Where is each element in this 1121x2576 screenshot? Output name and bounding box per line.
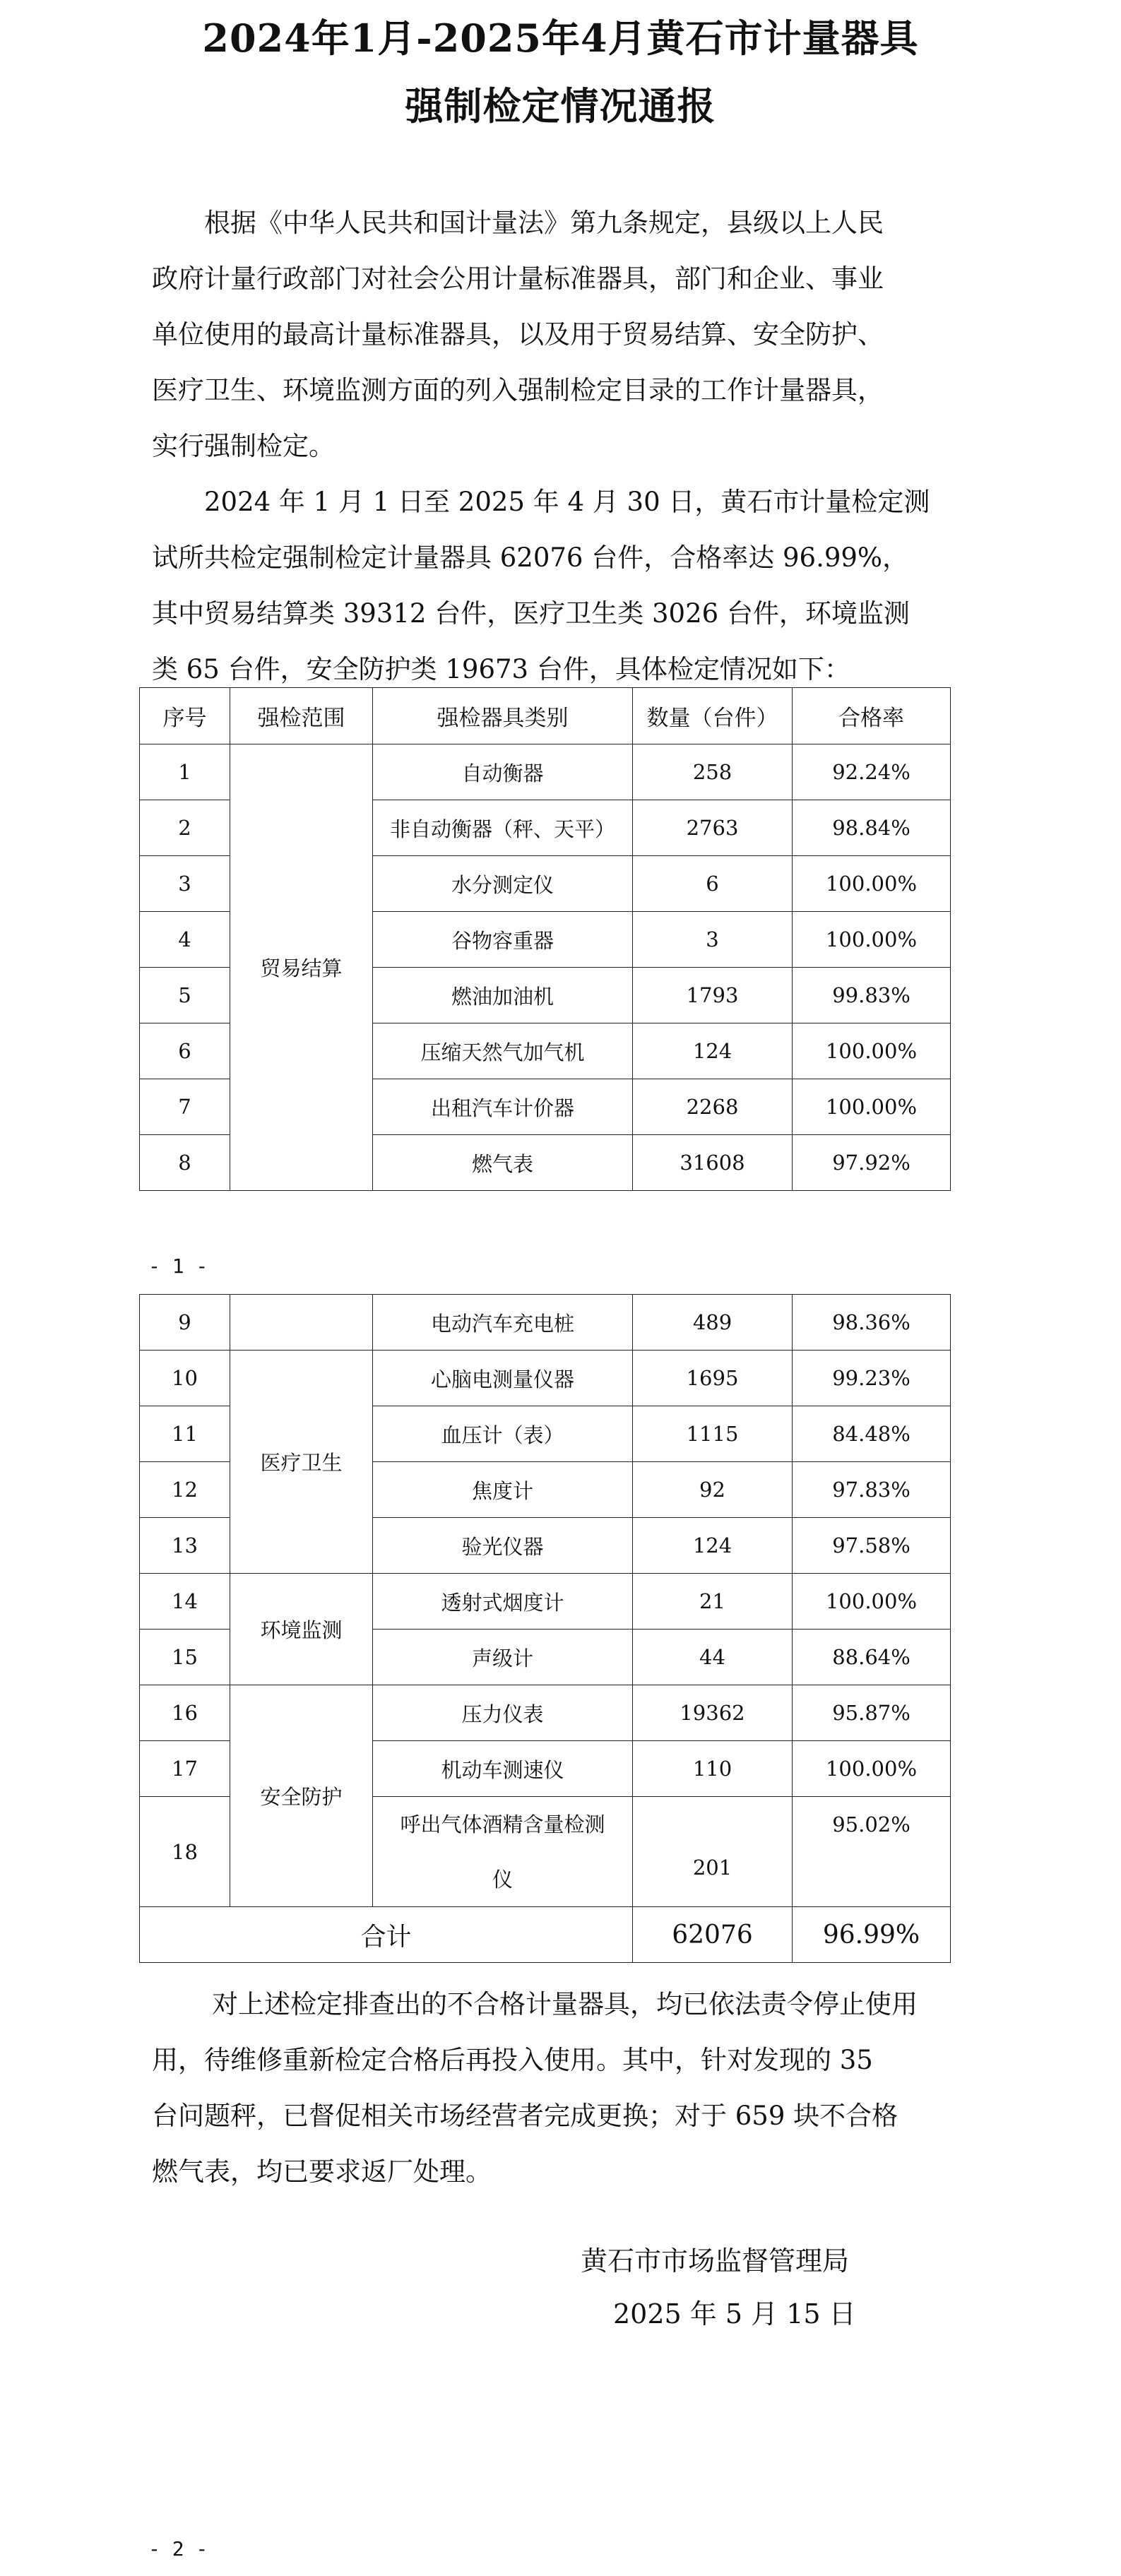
cell-qty: 31608 <box>633 1135 793 1191</box>
cell-rate: 98.36% <box>793 1295 951 1351</box>
cell-qty: 1115 <box>633 1406 793 1462</box>
cell-rate: 97.92% <box>793 1135 951 1191</box>
text-line: 对上述检定排查出的不合格计量器具，均已依法责令停止使用 <box>212 1989 918 2019</box>
cell-item: 水分测定仪 <box>373 856 633 912</box>
cell-item: 压缩天然气加气机 <box>373 1023 633 1079</box>
cell-no: 5 <box>140 968 230 1023</box>
total-qty: 62076 <box>633 1907 793 1963</box>
cell-item: 非自动衡器（秤、天平） <box>373 800 633 856</box>
cell-no: 15 <box>140 1630 230 1685</box>
cell-qty: 124 <box>633 1023 793 1079</box>
page-number-2: - 2 - <box>148 2537 208 2560</box>
text-line: 政府计量行政部门对社会公用计量标准器具，部门和企业、事业 <box>152 263 884 294</box>
table-row <box>140 1295 951 1351</box>
signature-org: 黄石市市场监督管理局 <box>581 2245 850 2277</box>
intro-paragraph-2 <box>152 474 985 697</box>
scope-cell-trade-continued <box>230 1295 373 1351</box>
cell-qty: 21 <box>633 1574 793 1630</box>
text-line: 2024 年 1 月 1 日至 2025 年 4 月 30 日，黄石市计量检定测 <box>204 487 930 517</box>
page-number-1: - 1 - <box>148 1254 208 1278</box>
cell-rate: 100.00% <box>793 1574 951 1630</box>
cell-qty: 2268 <box>633 1079 793 1135</box>
cell-qty: 3 <box>633 912 793 968</box>
cell-item-line: 仪 <box>492 1867 513 1892</box>
signature-date: 2025 年 5 月 15 日 <box>613 2298 856 2329</box>
cell-rate: 97.58% <box>793 1518 951 1574</box>
scope-cell-medical: 医疗卫生 <box>230 1351 373 1574</box>
cell-item: 压力仪表 <box>373 1685 633 1741</box>
document-title-line1: 2024年1月-2025年4月黄石市计量器具 <box>202 16 919 61</box>
table-header-row <box>140 688 951 744</box>
cell-no: 11 <box>140 1406 230 1462</box>
cell-qty: 92 <box>633 1462 793 1518</box>
cell-no: 9 <box>140 1295 230 1351</box>
cell-qty: 19362 <box>633 1685 793 1741</box>
cell-rate: 100.00% <box>793 1023 951 1079</box>
cell-no: 8 <box>140 1135 230 1191</box>
cell-rate: 98.84% <box>793 800 951 856</box>
cell-rate: 99.83% <box>793 968 951 1023</box>
cell-rate: 100.00% <box>793 912 951 968</box>
inspection-table-part1 <box>139 687 951 1191</box>
cell-rate: 100.00% <box>793 1079 951 1135</box>
cell-no: 1 <box>140 744 230 800</box>
cell-item-line: 呼出气体酒精含量检测 <box>400 1812 605 1836</box>
table-row <box>140 744 951 800</box>
header-quantity: 数量（台件） <box>633 688 793 744</box>
text-line: 其中贸易结算类 39312 台件，医疗卫生类 3026 台件，环境监测 <box>152 598 910 629</box>
table-total-row <box>140 1907 951 1963</box>
cell-qty: 124 <box>633 1518 793 1574</box>
cell-item: 燃油加油机 <box>373 968 633 1023</box>
cell-qty: 1695 <box>633 1351 793 1406</box>
cell-item <box>373 1797 633 1907</box>
cell-rate: 100.00% <box>793 1741 951 1797</box>
cell-no: 16 <box>140 1685 230 1741</box>
cell-item: 谷物容重器 <box>373 912 633 968</box>
text-line: 燃气表，均已要求返厂处理。 <box>152 2156 492 2187</box>
intro-paragraph-1 <box>152 195 985 474</box>
cell-qty: 110 <box>633 1741 793 1797</box>
text-line: 试所共检定强制检定计量器具 62076 台件，合格率达 96.99%， <box>152 542 909 573</box>
cell-item: 自动衡器 <box>373 744 633 800</box>
text-line: 单位使用的最高计量标准器具，以及用于贸易结算、安全防护、 <box>152 319 884 350</box>
cell-qty: 2763 <box>633 800 793 856</box>
cell-item: 心脑电测量仪器 <box>373 1351 633 1406</box>
total-label: 合计 <box>140 1907 633 1963</box>
cell-rate: 99.23% <box>793 1351 951 1406</box>
cell-item: 声级计 <box>373 1630 633 1685</box>
cell-rate: 100.00% <box>793 856 951 912</box>
cell-item: 电动汽车充电桩 <box>373 1295 633 1351</box>
cell-item: 出租汽车计价器 <box>373 1079 633 1135</box>
header-no: 序号 <box>140 688 230 744</box>
cell-item: 燃气表 <box>373 1135 633 1191</box>
cell-no: 3 <box>140 856 230 912</box>
cell-qty: 1793 <box>633 968 793 1023</box>
text-line: 用，待维修重新检定合格后再投入使用。其中，针对发现的 35 <box>152 2045 873 2075</box>
header-category: 强检器具类别 <box>373 688 633 744</box>
text-line: 实行强制检定。 <box>152 431 335 461</box>
cell-item: 血压计（表） <box>373 1406 633 1462</box>
cell-item: 验光仪器 <box>373 1518 633 1574</box>
scope-cell-safety: 安全防护 <box>230 1685 373 1907</box>
cell-item: 焦度计 <box>373 1462 633 1518</box>
text-line: 类 65 台件，安全防护类 19673 台件，具体检定情况如下： <box>152 654 850 684</box>
cell-rate: 97.83% <box>793 1462 951 1518</box>
cell-no: 7 <box>140 1079 230 1135</box>
cell-qty: 489 <box>633 1295 793 1351</box>
cell-item: 透射式烟度计 <box>373 1574 633 1630</box>
cell-rate: 92.24% <box>793 744 951 800</box>
text-line: 台问题秤，已督促相关市场经营者完成更换；对于 659 块不合格 <box>152 2101 898 2131</box>
cell-rate: 95.87% <box>793 1685 951 1741</box>
text-line: 根据《中华人民共和国计量法》第九条规定，县级以上人民 <box>204 208 884 238</box>
cell-qty: 201 <box>633 1797 793 1907</box>
cell-rate: 88.64% <box>793 1630 951 1685</box>
cell-no: 12 <box>140 1462 230 1518</box>
cell-qty: 258 <box>633 744 793 800</box>
cell-no: 13 <box>140 1518 230 1574</box>
cell-no: 17 <box>140 1741 230 1797</box>
cell-rate: 84.48% <box>793 1406 951 1462</box>
cell-qty: 6 <box>633 856 793 912</box>
table-row <box>140 1685 951 1741</box>
table-row <box>140 1351 951 1406</box>
document-title-line2: 强制检定情况通报 <box>405 83 716 129</box>
inspection-table-part2 <box>139 1294 951 1963</box>
table-row <box>140 1574 951 1630</box>
cell-no: 10 <box>140 1351 230 1406</box>
header-scope: 强检范围 <box>230 688 373 744</box>
cell-qty: 44 <box>633 1630 793 1685</box>
cell-no: 6 <box>140 1023 230 1079</box>
header-pass-rate: 合格率 <box>793 688 951 744</box>
text-line: 医疗卫生、环境监测方面的列入强制检定目录的工作计量器具， <box>152 375 884 405</box>
cell-no: 2 <box>140 800 230 856</box>
cell-rate: 95.02% <box>793 1797 951 1907</box>
scope-cell-env: 环境监测 <box>230 1574 373 1685</box>
cell-no: 4 <box>140 912 230 968</box>
cell-no: 14 <box>140 1574 230 1630</box>
scope-cell-trade: 贸易结算 <box>230 744 373 1191</box>
cell-no: 18 <box>140 1797 230 1907</box>
closing-paragraph <box>152 1976 985 2200</box>
cell-item: 机动车测速仪 <box>373 1741 633 1797</box>
total-rate: 96.99% <box>793 1907 951 1963</box>
